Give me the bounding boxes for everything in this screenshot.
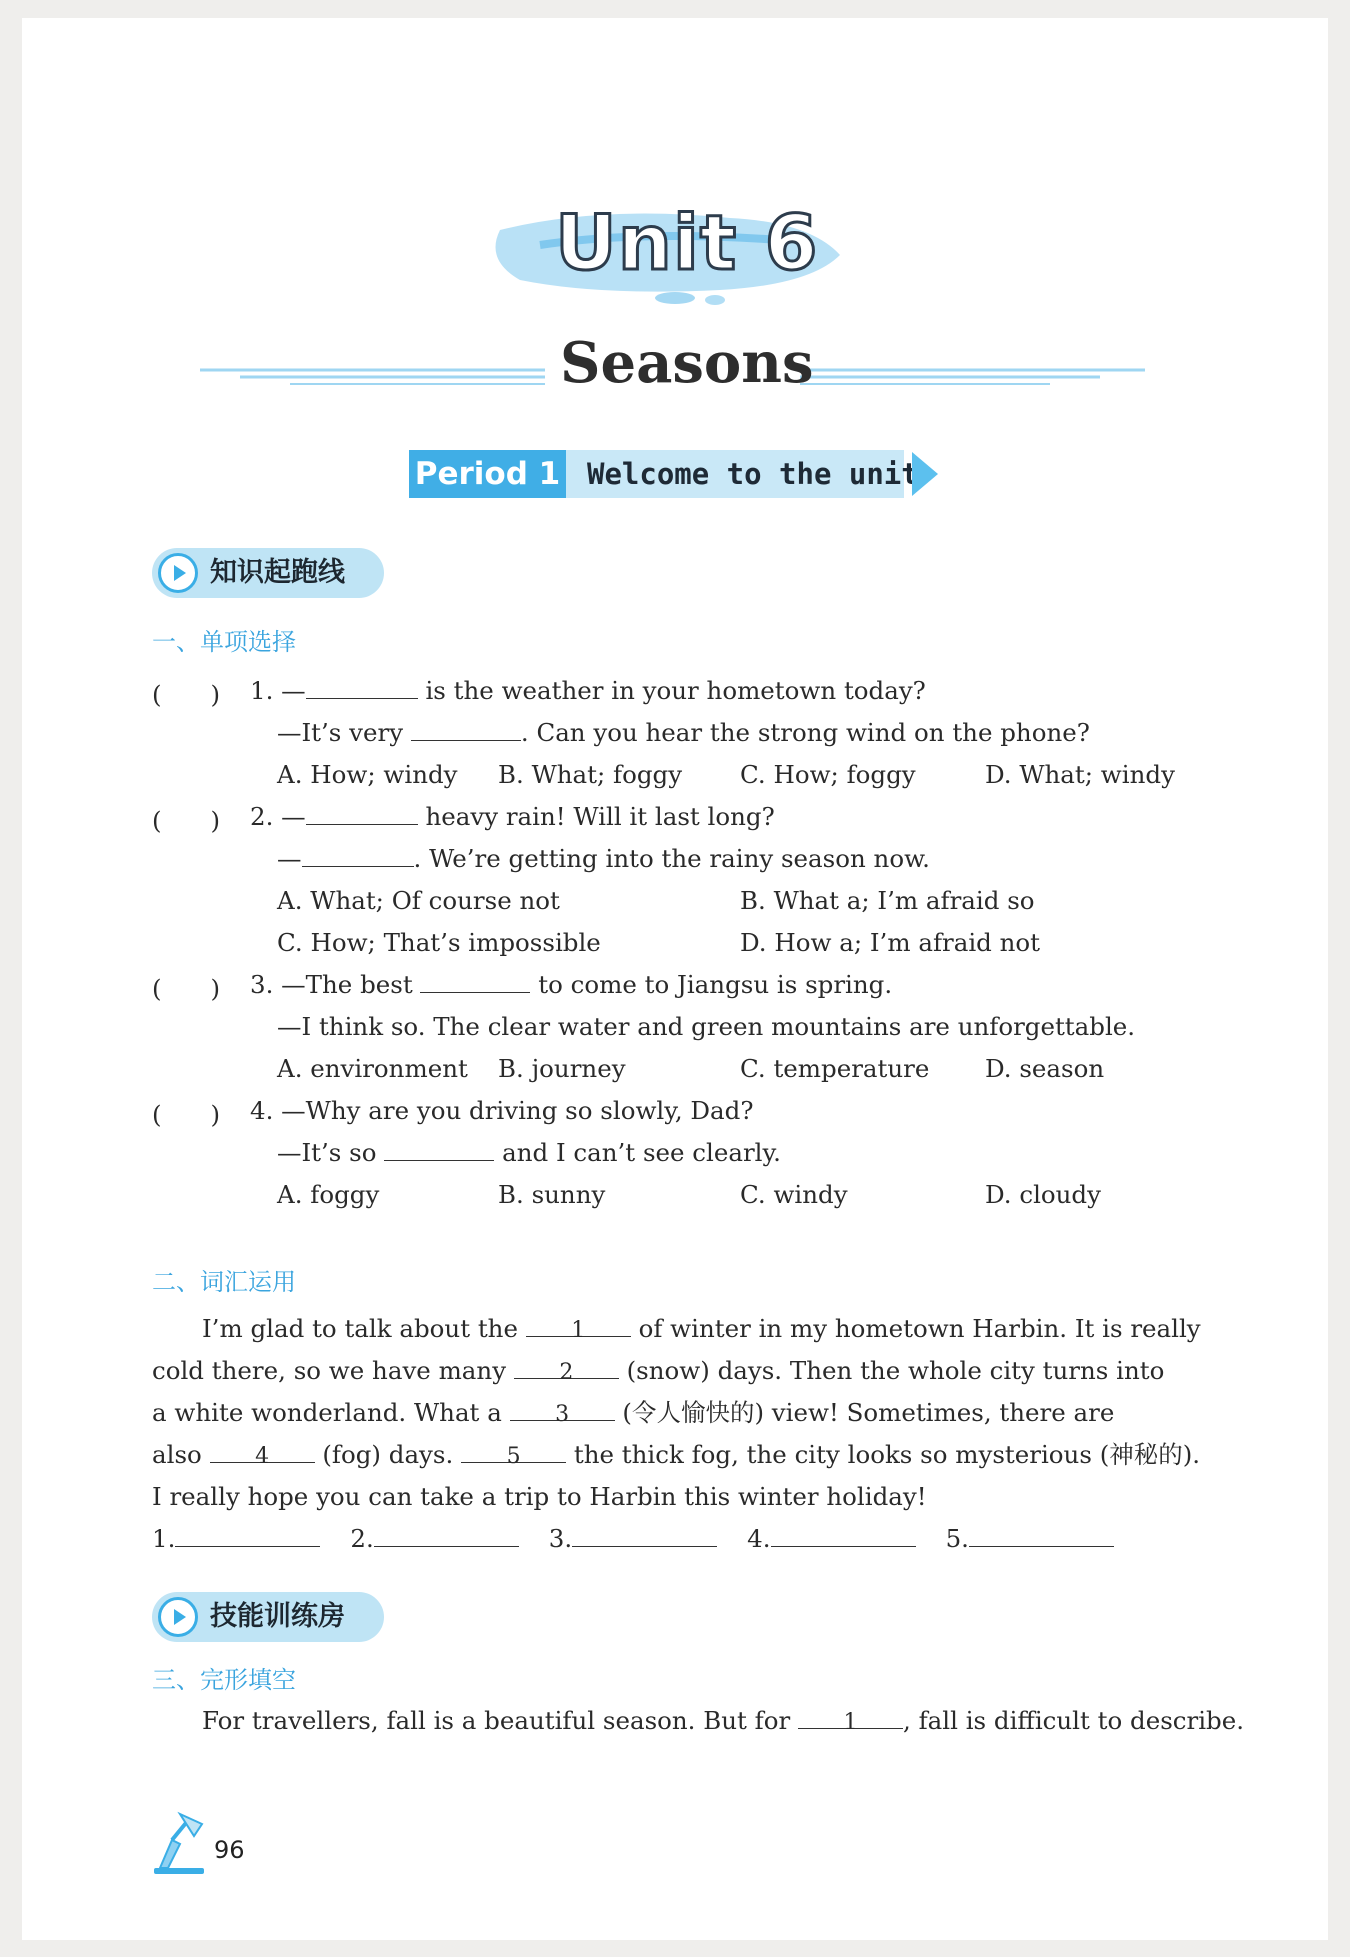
q3-option-c: C. temperature <box>740 1054 930 1083</box>
q3-option-a: A. environment <box>277 1054 468 1083</box>
q1-option-c: C. How; foggy <box>740 760 916 789</box>
q3-option-b: B. journey <box>498 1054 626 1083</box>
answer-blank-3[interactable] <box>572 1524 717 1547</box>
section-header-knowledge <box>152 548 384 598</box>
q1-line1: 1. — is the weather in your hometown today? <box>250 676 926 705</box>
play-icon <box>158 553 198 593</box>
q4-line2: —It’s so and I can’t see clearly. <box>277 1138 781 1167</box>
answer-blank-5[interactable] <box>969 1524 1114 1547</box>
period-arrow-icon <box>912 452 938 496</box>
period-tag: Period 1 <box>409 450 566 498</box>
q4-blank[interactable] <box>384 1138 494 1161</box>
answer-row: 1. 2. 3. 4. 5. <box>152 1524 1114 1554</box>
q2-blank-b[interactable] <box>302 844 414 867</box>
section-header-skills <box>152 1592 384 1642</box>
cloze-line-1: For travellers, fall is a beautiful season. But for 1 , fall is difficult to describe. <box>202 1706 1245 1735</box>
passage-line-4: also 4 (fog) days. 5 the thick fog, the city looks so mysterious (神秘的). <box>152 1440 1201 1469</box>
q2-blank-a[interactable] <box>306 802 418 825</box>
q4-line1: 4. —Why are you driving so slowly, Dad? <box>250 1096 754 1125</box>
q3-option-d: D. season <box>985 1054 1105 1083</box>
q4-option-a: A. foggy <box>277 1180 380 1209</box>
q1-blank-b[interactable] <box>411 718 521 741</box>
passage-line-2: cold there, so we have many 2 (snow) days. Then the whole city turns into <box>152 1356 1165 1385</box>
q3-line1: 3. —The best to come to Jiangsu is spring. <box>250 970 893 999</box>
q4-option-d: D. cloudy <box>985 1180 1101 1209</box>
page-number: 96 <box>214 1836 245 1864</box>
q3-blank[interactable] <box>420 970 530 993</box>
q2-line2: — . We’re getting into the rainy season now. <box>277 844 930 873</box>
passage-line-5: I really hope you can take a trip to Harbin this winter holiday! <box>152 1482 927 1511</box>
passage-blank-3[interactable]: 3 <box>510 1398 615 1421</box>
play-icon <box>158 1597 198 1637</box>
q4-option-c: C. windy <box>740 1180 848 1209</box>
period-title: Welcome to the unit <box>587 457 919 491</box>
part2-heading: 二、词汇运用 <box>152 1268 296 1296</box>
q4-option-b: B. sunny <box>498 1180 606 1209</box>
q2-option-d: D. How a; I’m afraid not <box>740 928 1041 957</box>
passage-line-1: I’m glad to talk about the 1 of winter in my hometown Harbin. It is really <box>202 1314 1201 1343</box>
q2-option-c: C. How; That’s impossible <box>277 928 601 957</box>
passage-blank-5[interactable]: 5 <box>461 1440 566 1463</box>
answer-paren-1[interactable]: ( ) <box>152 680 221 709</box>
answer-paren-3[interactable]: ( ) <box>152 974 221 1003</box>
answer-blank-1[interactable] <box>175 1524 320 1547</box>
q3-line2: —I think so. The clear water and green mountains are unforgettable. <box>277 1012 1136 1041</box>
q2-option-a: A. What; Of course not <box>277 886 560 915</box>
q2-line1: 2. — heavy rain! Will it last long? <box>250 802 775 831</box>
right-title-lines <box>800 360 1145 390</box>
passage-blank-1[interactable]: 1 <box>526 1314 631 1337</box>
q1-option-d: D. What; windy <box>985 760 1175 789</box>
cloze-blank-1[interactable]: 1 <box>798 1706 903 1729</box>
page-title: Seasons <box>560 330 814 396</box>
passage-blank-2[interactable]: 2 <box>514 1356 619 1379</box>
q1-blank-a[interactable] <box>306 676 418 699</box>
left-title-lines <box>200 360 545 390</box>
section-label: 知识起跑线 <box>210 557 345 588</box>
section-label: 技能训练房 <box>210 1601 345 1632</box>
part3-heading: 三、完形填空 <box>152 1666 296 1694</box>
answer-paren-2[interactable]: ( ) <box>152 806 221 835</box>
desk-lamp-icon <box>150 1810 210 1876</box>
passage-blank-4[interactable]: 4 <box>210 1440 315 1463</box>
part1-heading: 一、单项选择 <box>152 628 296 656</box>
answer-blank-4[interactable] <box>771 1524 916 1547</box>
unit-title: Unit 6 <box>555 198 819 287</box>
passage-line-3: a white wonderland. What a 3 (令人愉快的) view! Sometimes, there are <box>152 1398 1115 1427</box>
q1-line2: —It’s very . Can you hear the strong wind on the phone? <box>277 718 1090 747</box>
answer-paren-4[interactable]: ( ) <box>152 1100 221 1129</box>
q1-option-b: B. What; foggy <box>498 760 683 789</box>
answer-blank-2[interactable] <box>374 1524 519 1547</box>
q1-option-a: A. How; windy <box>277 760 458 789</box>
q2-option-b: B. What a; I’m afraid so <box>740 886 1035 915</box>
